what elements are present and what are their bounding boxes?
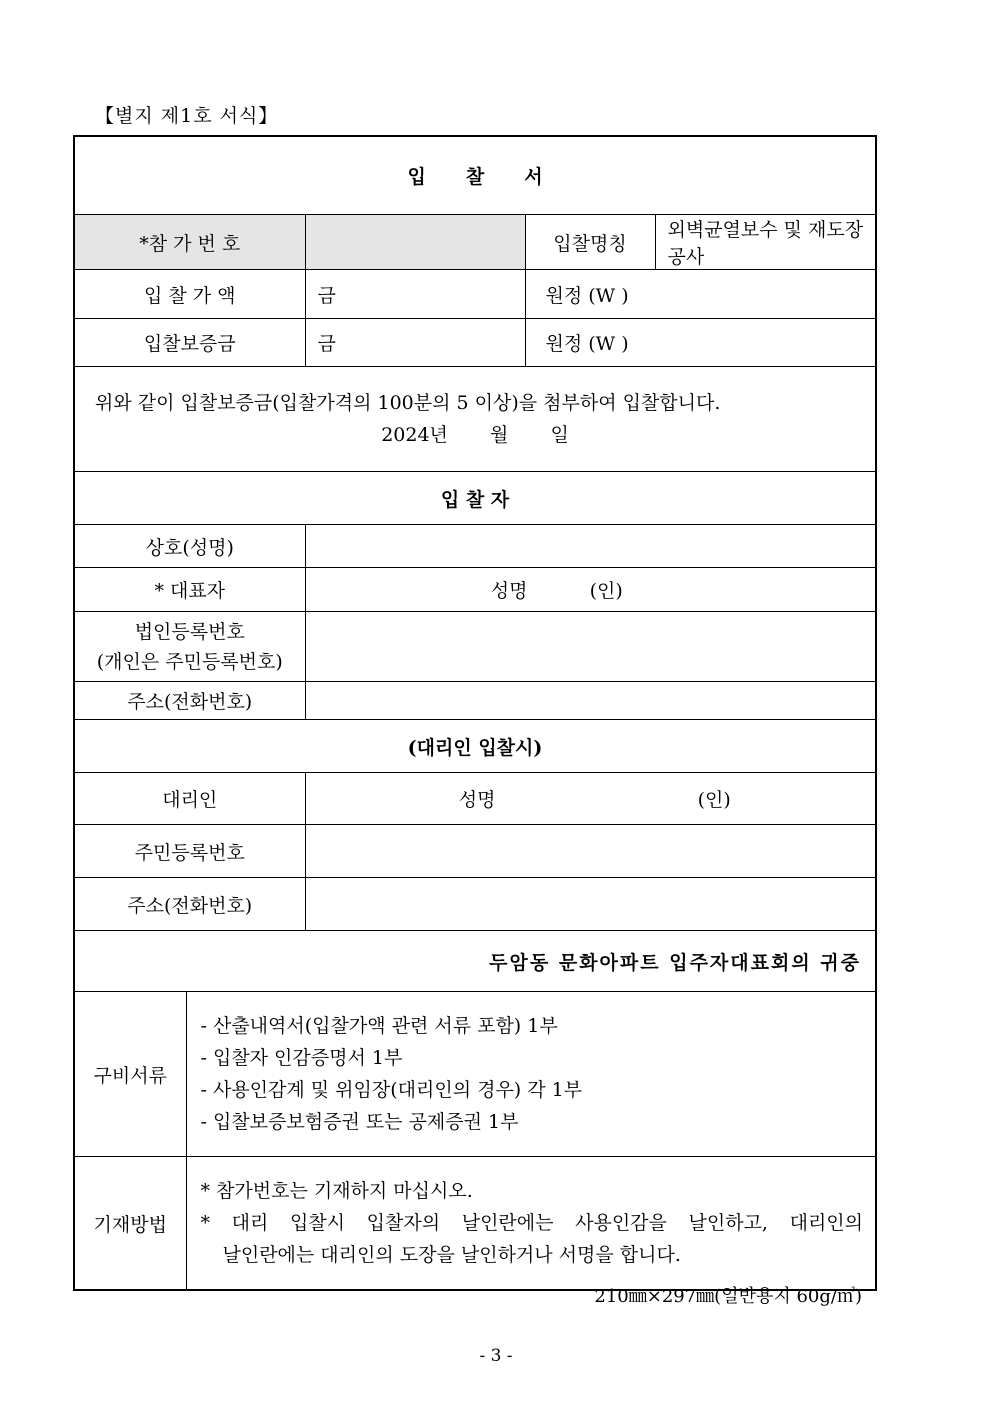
date-day: 일 xyxy=(550,424,569,446)
agent-address-label: 주소(전화번호) xyxy=(74,878,305,931)
instructions-list xyxy=(186,1157,876,1291)
instruction-item: * 참가번호는 기재하지 마십시오. xyxy=(200,1180,473,1202)
bidder-address-field[interactable] xyxy=(305,682,876,720)
representative-name-label: 성명 xyxy=(490,580,528,602)
bid-amount-suffix: 원정 (W ) xyxy=(525,270,876,319)
agent-id-label: 주민등록번호 xyxy=(74,825,305,878)
documents-list xyxy=(186,992,876,1157)
bid-form-table xyxy=(73,135,877,1291)
company-name-field[interactable] xyxy=(305,525,876,568)
instructions-label: 기재방법 xyxy=(74,1157,186,1291)
paper-size-note: 210㎜×297㎜(일반용지 60g/㎡) xyxy=(594,1286,862,1307)
agent-name-label: 성명 xyxy=(458,789,496,811)
bid-amount-prefix: 금 xyxy=(305,270,525,319)
agent-id-field[interactable] xyxy=(305,825,876,878)
form-label: 【별지 제1호 서식】 xyxy=(95,105,279,127)
document-item: - 입찰보증보험증권 또는 공제증권 1부 xyxy=(200,1111,519,1133)
deposit-label: 입찰보증금 xyxy=(74,319,305,367)
instruction-item: * 대리 입찰시 입찰자의 날인란에는 사용인감을 날인하고, 대리인의 xyxy=(200,1212,864,1234)
instruction-item: 날인란에는 대리인의 도장을 날인하거나 서명을 합니다. xyxy=(222,1244,681,1266)
bid-name-label: 입찰명칭 xyxy=(525,215,655,270)
registration-label-line2: (개인은 주민등록번호) xyxy=(96,650,283,673)
registration-label-line1: 법인등록번호 xyxy=(134,620,245,643)
deposit-suffix: 원정 (W ) xyxy=(525,319,876,367)
agent-section-header: (대리인 입찰시) xyxy=(74,720,876,773)
agent-label: 대리인 xyxy=(74,773,305,825)
document-item: - 입찰자 인감증명서 1부 xyxy=(200,1047,403,1069)
deposit-prefix: 금 xyxy=(305,319,525,367)
statement-date xyxy=(75,419,875,451)
participant-number-field[interactable] xyxy=(305,215,525,270)
form-title: 입찰서 xyxy=(74,136,876,215)
recipient-line: 두암동 문화아파트 입주자대표회의 귀중 xyxy=(74,931,876,992)
registration-number-field[interactable] xyxy=(305,612,876,682)
documents-label: 구비서류 xyxy=(74,992,186,1157)
date-month: 월 xyxy=(490,424,509,446)
agent-address-field[interactable] xyxy=(305,878,876,931)
company-name-label: 상호(성명) xyxy=(74,525,305,568)
bid-amount-label: 입 찰 가 액 xyxy=(74,270,305,319)
document-item: - 산출내역서(입찰가액 관련 서류 포함) 1부 xyxy=(200,1015,558,1037)
date-year: 2024년 xyxy=(381,424,448,446)
participant-number-label: *참 가 번 호 xyxy=(74,215,305,270)
representative-field[interactable] xyxy=(305,568,876,612)
document-item: - 사용인감계 및 위임장(대리인의 경우) 각 1부 xyxy=(200,1079,583,1101)
agent-seal: (인) xyxy=(697,789,731,811)
agent-field[interactable] xyxy=(305,773,876,825)
registration-number-label xyxy=(74,612,305,682)
statement-cell xyxy=(74,367,876,472)
statement-text: 위와 같이 입찰보증금(입찰가격의 100분의 5 이상)을 첨부하여 입찰합니다. xyxy=(95,392,721,414)
representative-label: * 대표자 xyxy=(74,568,305,612)
bidder-section-header: 입 찰 자 xyxy=(74,472,876,525)
representative-seal: (인) xyxy=(589,580,623,602)
bid-name-value: 외벽균열보수 및 재도장공사 xyxy=(655,215,876,270)
page-number: - 3 - xyxy=(479,1346,513,1366)
bidder-address-label: 주소(전화번호) xyxy=(74,682,305,720)
